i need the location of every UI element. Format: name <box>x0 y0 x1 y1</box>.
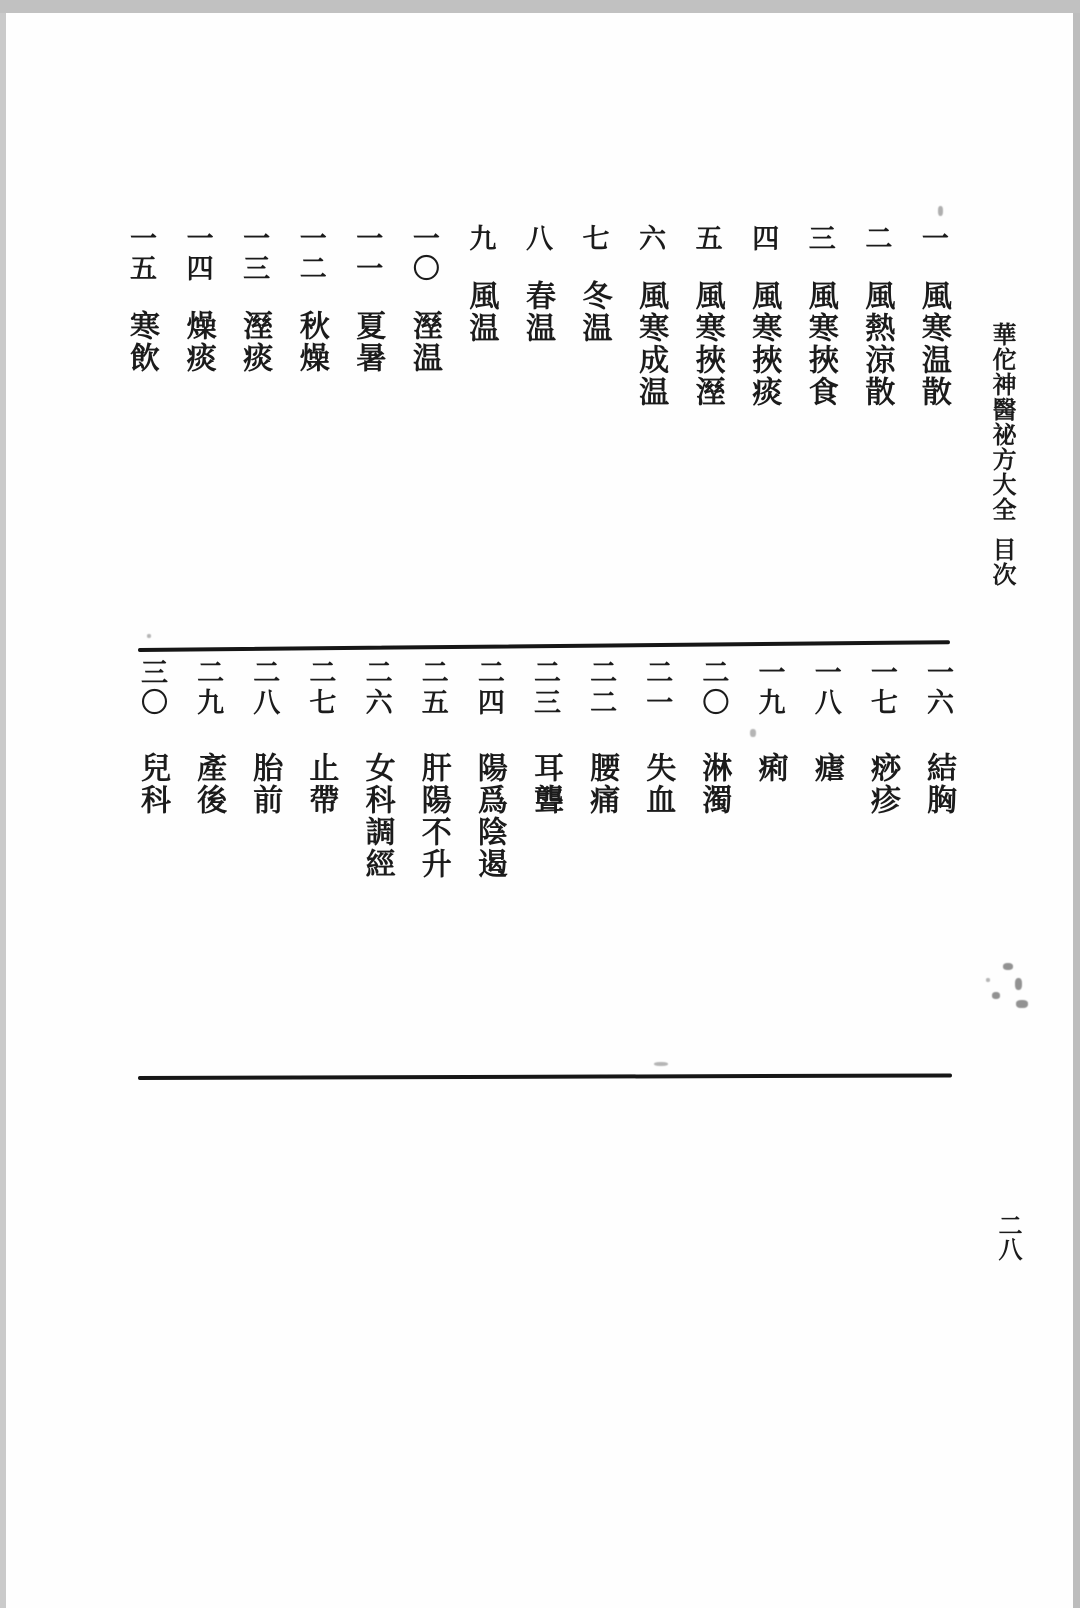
toc-entry-number: 二三 <box>529 658 560 718</box>
toc-entry-title: 瘧 <box>809 752 843 784</box>
title-spacer <box>1001 522 1002 537</box>
toc-entry-number: 一五 <box>126 224 156 284</box>
toc-entry-spacer <box>310 284 311 310</box>
toc-entry-number: 二〇 <box>698 658 729 718</box>
toc-entry-title: 淋濁 <box>697 752 731 816</box>
toc-entry-spacer <box>432 718 433 752</box>
toc-entry-spacer <box>488 718 489 752</box>
toc-entry-number: 一〇 <box>408 224 439 284</box>
toc-entry-number: 一二 <box>295 224 326 284</box>
toc-entry-title: 寒飲 <box>125 310 158 374</box>
toc-entry-title: 止帶 <box>304 752 338 816</box>
toc-entry <box>699 658 735 1058</box>
toc-entry <box>407 224 446 654</box>
toc-entry <box>250 658 286 1058</box>
toc-entry-spacer <box>819 254 820 280</box>
toc-entry-spacer <box>706 254 707 280</box>
toc-entry-spacer <box>932 254 933 280</box>
toc-entry-spacer <box>208 718 209 752</box>
toc-entry-title: 失血 <box>641 752 675 816</box>
toc-entry-title: 夏暑 <box>351 310 385 374</box>
toc-entry-number: 二五 <box>417 658 448 718</box>
scan-speck <box>938 206 943 216</box>
scan-speck <box>654 1062 668 1066</box>
toc-top-section <box>127 224 955 654</box>
toc-entry-number: 四 <box>748 224 779 254</box>
toc-entry-spacer <box>876 254 877 280</box>
toc-entry-title: 風寒挾痰 <box>747 280 781 408</box>
toc-entry-spacer <box>601 718 602 752</box>
toc-entry-spacer <box>254 284 255 310</box>
toc-entry-title: 風温 <box>464 280 498 344</box>
toc-entry-spacer <box>197 284 198 310</box>
toc-entry-spacer <box>937 718 938 752</box>
toc-entry-number: 二六 <box>361 658 392 718</box>
toc-entry-spacer <box>713 718 714 752</box>
toc-entry-title: 風寒成温 <box>634 280 668 408</box>
toc-entry-number: 三 <box>804 224 835 254</box>
scan-edge-right <box>1073 13 1080 1608</box>
scan-edge-left <box>0 13 6 1608</box>
toc-entry-title: 兒科 <box>136 752 169 816</box>
toc-entry-number: 一一 <box>352 224 383 284</box>
toc-entry <box>520 224 559 654</box>
toc-entry-number: 一七 <box>866 658 897 718</box>
toc-entry-spacer <box>480 254 481 280</box>
toc-entry-spacer <box>593 254 594 280</box>
toc-entry-spacer <box>367 284 368 310</box>
toc-entry-number: 六 <box>635 224 666 254</box>
toc-entry-spacer <box>376 718 377 752</box>
toc-entry <box>466 224 502 654</box>
toc-entry-title: 風寒挾溼 <box>690 280 724 408</box>
toc-entry-number: 七 <box>578 224 609 254</box>
toc-entry-spacer <box>881 718 882 752</box>
toc-entry-spacer <box>825 718 826 752</box>
toc-entry-title: 產後 <box>192 752 226 816</box>
toc-entry-number: 一 <box>917 224 948 254</box>
toc-entry-spacer <box>141 284 142 310</box>
toc-entry <box>636 224 672 654</box>
toc-entry-number: 二一 <box>642 658 673 718</box>
toc-entry-title: 腰痛 <box>585 752 619 816</box>
toc-entry-number: 三〇 <box>137 658 167 718</box>
scan-speck <box>992 992 1000 999</box>
toc-entry-title: 風寒挾食 <box>803 280 837 408</box>
toc-entry <box>294 224 333 654</box>
toc-entry-title: 風寒温散 <box>916 280 950 408</box>
toc-entry-number: 一四 <box>182 224 213 284</box>
toc-entry <box>587 658 623 1058</box>
toc-entry-number: 二八 <box>249 658 280 718</box>
toc-entry <box>803 224 842 654</box>
book-title: 華佗神醫祕方大全 <box>988 322 1014 522</box>
toc-entry-spacer <box>152 718 153 752</box>
section-label: 目次 <box>988 537 1014 587</box>
toc-entry-title: 燥痰 <box>181 310 215 374</box>
toc-entry <box>753 658 792 1058</box>
toc-entry <box>416 658 455 1058</box>
toc-entry <box>862 224 898 654</box>
toc-entry-number: 五 <box>691 224 722 254</box>
running-title <box>984 322 1019 587</box>
toc-entry <box>809 658 848 1058</box>
toc-entry-title: 溼温 <box>407 310 441 374</box>
page-number: 二八 <box>994 1213 1020 1261</box>
toc-entry <box>138 658 174 1058</box>
toc-entry <box>127 224 163 654</box>
toc-entry <box>921 658 960 1058</box>
scan-speck <box>1003 963 1013 970</box>
toc-entry <box>306 658 342 1058</box>
toc-entry-spacer <box>769 718 770 752</box>
scan-speck <box>750 729 756 737</box>
toc-entry-number: 八 <box>521 224 552 254</box>
toc-entry <box>353 224 389 654</box>
toc-entry-number: 一三 <box>239 224 270 284</box>
toc-entry <box>643 658 679 1058</box>
toc-entry-title: 結胸 <box>921 752 955 816</box>
toc-entry-number: 二四 <box>473 658 504 718</box>
toc-entry <box>690 224 729 654</box>
toc-entry <box>194 658 230 1058</box>
toc-entry <box>528 658 567 1058</box>
toc-entry-title: 女科調經 <box>360 752 394 880</box>
toc-entry-title: 溼痰 <box>238 310 272 374</box>
toc-entry <box>472 658 511 1058</box>
toc-entry <box>181 224 220 654</box>
toc-entry <box>916 224 955 654</box>
toc-entry-title: 肝陽不升 <box>416 752 450 880</box>
scan-edge-top <box>0 0 1080 13</box>
toc-entry-number: 一六 <box>922 658 953 718</box>
toc-entry <box>865 658 904 1058</box>
toc-entry-title: 耳聾 <box>528 752 562 816</box>
toc-entry <box>577 224 616 654</box>
toc-entry-spacer <box>650 254 651 280</box>
toc-entry-spacer <box>320 718 321 752</box>
scan-speck <box>147 634 151 638</box>
toc-entry-spacer <box>763 254 764 280</box>
toc-entry <box>240 224 276 654</box>
toc-entry-spacer <box>264 718 265 752</box>
toc-entry-title: 陽爲陰遏 <box>472 752 506 880</box>
toc-entry-title: 冬温 <box>577 280 611 344</box>
toc-entry-title: 痢 <box>753 752 787 784</box>
toc-bottom-section <box>138 658 960 1058</box>
toc-entry <box>360 658 399 1058</box>
toc-entry-spacer <box>544 718 545 752</box>
scan-speck <box>1015 978 1022 990</box>
toc-entry <box>749 224 785 654</box>
scan-speck <box>1016 1000 1028 1008</box>
toc-entry-number: 二七 <box>305 658 336 718</box>
toc-entry-number: 九 <box>465 224 496 254</box>
toc-entry-number: 一九 <box>754 658 785 718</box>
toc-entry-title: 風熱涼散 <box>860 280 894 408</box>
toc-entry-number: 一八 <box>810 658 841 718</box>
divider-bottom-rule <box>138 1073 952 1080</box>
toc-entry-spacer <box>536 254 537 280</box>
toc-entry-number: 二二 <box>586 658 617 718</box>
toc-entry-number: 二九 <box>193 658 224 718</box>
toc-entry-title: 春温 <box>520 280 554 344</box>
toc-entry-spacer <box>423 284 424 310</box>
toc-entry-spacer <box>657 718 658 752</box>
toc-entry-title: 痧疹 <box>865 752 899 816</box>
scan-speck <box>986 978 990 982</box>
toc-entry-number: 二 <box>861 224 892 254</box>
toc-entry-title: 秋燥 <box>294 310 328 374</box>
toc-entry-title: 胎前 <box>248 752 282 816</box>
